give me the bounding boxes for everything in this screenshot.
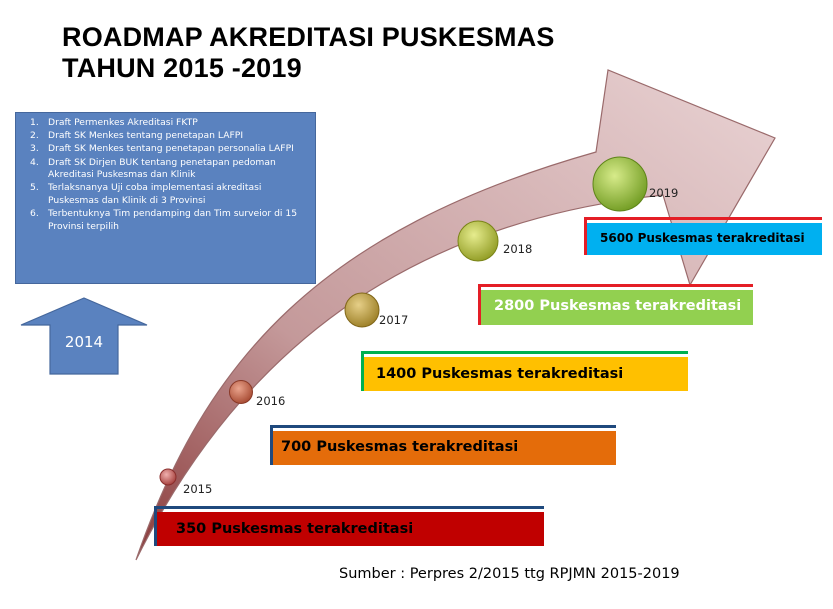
activity-text: Draft SK Menkes tentang penetapan LAFPI — [48, 130, 244, 142]
activity-number: 5. — [30, 182, 39, 194]
activity-text: Draft SK Dirjen BUK tentang penetapan pedoman Akreditasi Puskesmas dan Klinik — [48, 156, 276, 181]
activity-text: Draft SK Menkes tentang penetapan personalia LAFPI — [48, 143, 294, 155]
title-line-2: TAHUN 2015 -2019 — [62, 53, 302, 83]
source-citation: Sumber : Perpres 2/2015 ttg RPJMN 2015-2019 — [339, 566, 680, 582]
milestone-year-2015: 2015 — [183, 482, 213, 496]
target-label: 700 Puskesmas terakreditasi — [281, 439, 519, 455]
target-label: 350 Puskesmas terakreditasi — [176, 521, 414, 537]
milestone-year-2018: 2018 — [503, 242, 533, 256]
title-line-1: ROADMAP AKREDITASI PUSKESMAS — [62, 22, 555, 52]
milestone-circle-2019 — [593, 157, 647, 211]
target-label: 1400 Puskesmas terakreditasi — [376, 366, 624, 382]
activity-text: Terbentuknya Tim pendamping dan Tim surveior di 15 Provinsi terpilih — [48, 208, 298, 232]
activity-number: 1. — [30, 117, 39, 128]
activity-number: 4. — [30, 156, 39, 168]
milestone-circle-2015 — [160, 469, 176, 485]
activity-number: 3. — [30, 143, 39, 155]
activity-text: Terlaksnanya Uji coba implementasi akreditasi Puskesmas dan Klinik di 3 Provinsi — [48, 182, 262, 206]
milestone-year-2016: 2016 — [256, 394, 286, 408]
milestone-year-2017: 2017 — [379, 313, 409, 327]
activity-number: 2. — [30, 130, 39, 142]
milestone-circle-2018 — [458, 221, 498, 261]
activity-number: 6. — [30, 208, 39, 220]
milestone-circle-2017 — [345, 293, 379, 327]
milestone-circle-2016 — [230, 381, 253, 404]
year-2014-label: 2014 — [64, 333, 104, 351]
milestone-year-2019: 2019 — [649, 186, 679, 200]
activity-text: Draft Permenkes Akreditasi FKTP — [48, 117, 198, 128]
target-label: 2800 Puskesmas terakreditasi — [494, 298, 742, 314]
target-label: 5600 Puskesmas terakreditasi — [600, 231, 805, 245]
